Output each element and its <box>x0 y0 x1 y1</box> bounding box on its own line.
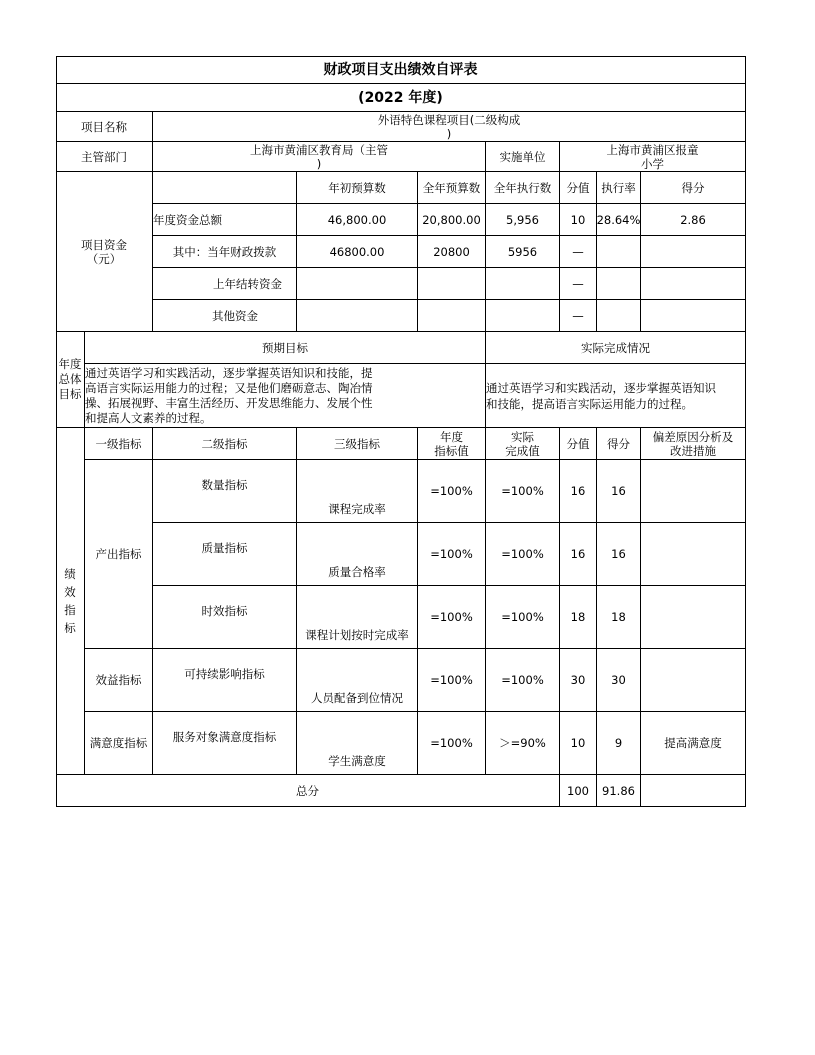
indicator-header-level2: 二级指标 <box>153 428 297 460</box>
funds-row-rate <box>597 300 641 332</box>
funds-row-initial: 46,800.00 <box>297 204 418 236</box>
indicator-header-target <box>418 428 486 460</box>
indicators-section-label <box>56 428 85 775</box>
actual-text-line1: 通过英语学习和实践活动，逐步掌握英语知识 <box>486 380 716 395</box>
output-indicator-label: 产出指标 <box>85 460 153 649</box>
goals-label-line1: 年度 <box>58 357 82 371</box>
funds-row-label: 年度资金总额 <box>153 204 297 236</box>
indicator-level2: 时效指标 <box>153 586 297 649</box>
indicator-level2: 服务对象满意度指标 <box>153 712 297 775</box>
funds-row-label: 其中：当年财政拨款 <box>153 236 297 268</box>
funds-row-rate <box>597 268 641 300</box>
funds-label-line1: 项目资金 <box>81 237 127 252</box>
analysis-header-line2: 改进措施 <box>670 443 716 458</box>
actual-header-line1: 实际 <box>511 429 534 444</box>
indicator-target: =100% <box>418 586 486 649</box>
indicator-header-actual <box>486 428 560 460</box>
dept-line2: ) <box>316 156 322 171</box>
funds-row-score <box>641 236 746 268</box>
benefit-indicator-label: 效益指标 <box>85 649 153 712</box>
indicator-actual: =100% <box>486 460 560 523</box>
indicator-analysis <box>641 523 746 586</box>
total-blank <box>641 775 746 807</box>
total-label: 总分 <box>56 775 560 807</box>
funds-header-blank <box>153 172 297 204</box>
funds-row-value: — <box>560 268 597 300</box>
indicator-score: 16 <box>597 523 641 586</box>
indicator-target: =100% <box>418 523 486 586</box>
indicator-target: =100% <box>418 460 486 523</box>
funds-row-exec <box>486 300 560 332</box>
funds-row-exec: 5,956 <box>486 204 560 236</box>
dept-value <box>153 142 486 172</box>
funds-row-exec: 5956 <box>486 236 560 268</box>
indicator-target: =100% <box>418 712 486 775</box>
funds-row-initial <box>297 268 418 300</box>
indicator-header-analysis <box>641 428 746 460</box>
funds-row-label: 上年结转资金 <box>153 268 297 300</box>
indicator-level3: 课程计划按时完成率 <box>297 586 418 649</box>
funds-header-score: 得分 <box>641 172 746 204</box>
indicator-analysis: 提高满意度 <box>641 712 746 775</box>
indicator-value: 18 <box>560 586 597 649</box>
expected-text-line1: 通过英语学习和实践活动，逐步掌握英语知识和技能，提 <box>85 365 373 380</box>
goals-section-label <box>56 332 85 428</box>
funds-row-initial: 46800.00 <box>297 236 418 268</box>
funds-row-annual <box>418 300 486 332</box>
unit-line1: 上海市黄浦区报童 <box>606 142 699 157</box>
expected-goal-text <box>85 364 486 428</box>
indicator-score: 16 <box>597 460 641 523</box>
funds-section-label <box>56 172 153 332</box>
analysis-header-line1: 偏差原因分析及 <box>652 429 734 444</box>
unit-line2: 小学 <box>641 156 664 171</box>
funds-header-value: 分值 <box>560 172 597 204</box>
project-name-line1: 外语特色课程项目(二级构成 <box>377 112 521 127</box>
indicator-target: =100% <box>418 649 486 712</box>
dept-line1: 上海市黄浦区教育局（主管 <box>250 142 388 157</box>
indicators-label-char4: 标 <box>64 621 76 635</box>
indicator-level3: 质量合格率 <box>297 523 418 586</box>
target-header-line1: 年度 <box>440 429 463 444</box>
unit-value <box>560 142 746 172</box>
funds-row-annual: 20800 <box>418 236 486 268</box>
indicator-level2: 数量指标 <box>153 460 297 523</box>
total-score: 91.86 <box>597 775 641 807</box>
funds-row-exec <box>486 268 560 300</box>
funds-row-annual <box>418 268 486 300</box>
funds-header-initial: 年初预算数 <box>297 172 418 204</box>
indicator-level3: 学生满意度 <box>297 712 418 775</box>
funds-header-rate: 执行率 <box>597 172 641 204</box>
actual-completion-header: 实际完成情况 <box>486 332 746 364</box>
indicator-score: 18 <box>597 586 641 649</box>
indicator-analysis <box>641 586 746 649</box>
funds-header-exec: 全年执行数 <box>486 172 560 204</box>
indicators-label-char1: 绩 <box>64 567 76 581</box>
indicator-value: 16 <box>560 460 597 523</box>
indicators-label-char2: 效 <box>64 585 76 599</box>
funds-row-value: — <box>560 236 597 268</box>
funds-row-score <box>641 300 746 332</box>
goals-label-line3: 目标 <box>58 387 82 401</box>
funds-row-score: 2.86 <box>641 204 746 236</box>
funds-row-value: — <box>560 300 597 332</box>
indicator-value: 30 <box>560 649 597 712</box>
funds-row-score <box>641 268 746 300</box>
funds-header-annual: 全年预算数 <box>418 172 486 204</box>
indicator-header-level3: 三级指标 <box>297 428 418 460</box>
indicator-actual: ＞=90% <box>486 712 560 775</box>
expected-text-line2: 高语言实际运用能力的过程；又是他们磨砺意志、陶冶情 <box>85 380 373 395</box>
table-year: (2022 年度) <box>56 84 746 112</box>
dept-label: 主管部门 <box>56 142 153 172</box>
indicator-actual: =100% <box>486 649 560 712</box>
expected-text-line3: 操、拓展视野、丰富生活经历、开发思维能力、发展个性 <box>85 395 373 410</box>
expected-goal-header: 预期目标 <box>85 332 486 364</box>
indicator-analysis <box>641 460 746 523</box>
actual-header-line2: 完成值 <box>505 443 540 458</box>
indicator-header-level1: 一级指标 <box>85 428 153 460</box>
project-name-line2: ) <box>446 126 452 141</box>
indicator-actual: =100% <box>486 586 560 649</box>
funds-row-initial <box>297 300 418 332</box>
indicator-actual: =100% <box>486 523 560 586</box>
indicator-score: 30 <box>597 649 641 712</box>
indicator-level2: 可持续影响指标 <box>153 649 297 712</box>
project-name-label: 项目名称 <box>56 112 153 142</box>
funds-label-line2: （元） <box>86 251 122 266</box>
unit-label: 实施单位 <box>486 142 560 172</box>
funds-row-rate <box>597 236 641 268</box>
indicator-score: 9 <box>597 712 641 775</box>
expected-text-line4: 和提高人文素养的过程。 <box>85 410 212 425</box>
funds-row-label: 其他资金 <box>153 300 297 332</box>
indicators-label-char3: 指 <box>64 603 76 617</box>
funds-row-value: 10 <box>560 204 597 236</box>
indicator-level3: 人员配备到位情况 <box>297 649 418 712</box>
project-name-value <box>153 112 746 142</box>
indicator-header-score: 得分 <box>597 428 641 460</box>
funds-row-annual: 20,800.00 <box>418 204 486 236</box>
indicator-value: 10 <box>560 712 597 775</box>
funds-row-rate: 28.64% <box>597 204 641 236</box>
actual-completion-text <box>486 364 746 428</box>
indicator-level2: 质量指标 <box>153 523 297 586</box>
target-header-line2: 指标值 <box>434 443 469 458</box>
indicator-header-value: 分值 <box>560 428 597 460</box>
indicator-level3: 课程完成率 <box>297 460 418 523</box>
total-value: 100 <box>560 775 597 807</box>
indicator-value: 16 <box>560 523 597 586</box>
goals-label-line2: 总体 <box>58 372 82 386</box>
indicator-analysis <box>641 649 746 712</box>
actual-text-line2: 和技能，提高语言实际运用能力的过程。 <box>486 396 693 411</box>
satisfaction-indicator-label: 满意度指标 <box>85 712 153 775</box>
table-title: 财政项目支出绩效自评表 <box>56 56 746 84</box>
